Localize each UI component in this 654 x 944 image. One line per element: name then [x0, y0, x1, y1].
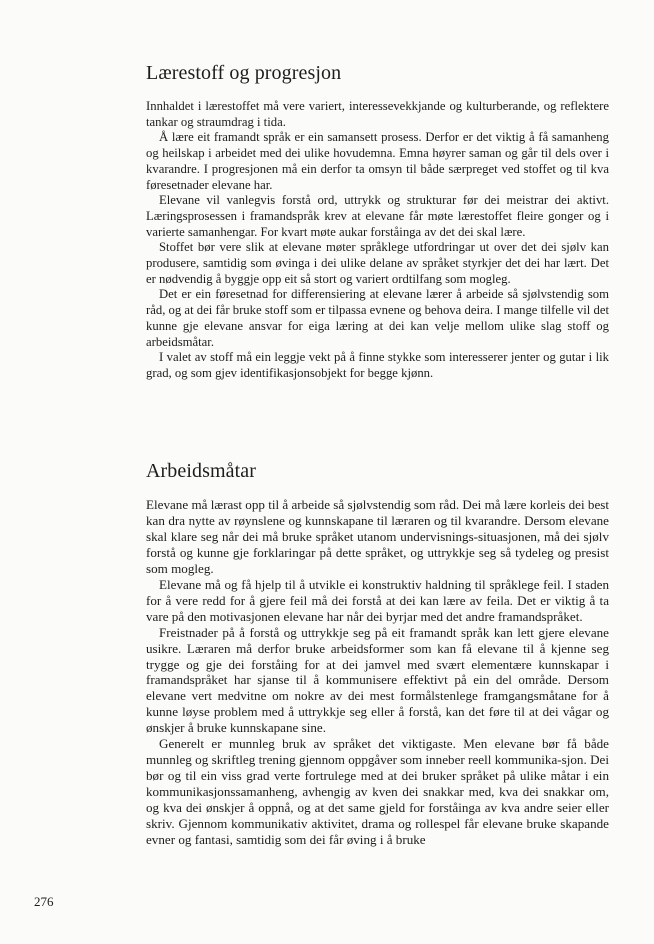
paragraph: Det er ein føresetnad for differensiering at elevane lærer å arbeide så sjølvstendig som råd, og at dei får bruke stoff som er tilpassa evnene og behova deira. I mange tilfelle vil det kunne gje elevane ansvar for eiga læring at dei kan velje mellom ulike slag stoff og arbeidsmåtar.: [146, 287, 609, 349]
paragraph: Innhaldet i lærestoffet må vere variert, interessevekkjande og kulturberande, og reflektere tankar og straumdrag i tida.: [146, 99, 609, 129]
paragraph: Stoffet bør vere slik at elevane møter språklege utfordringar ut over det dei sjølv kan produsere, samtidig som øvinga i dei ulike delane av språket styrkjer det dei har lært. Det er nødvendig å byggje opp eit så stort og variert ordtilfang som mogleg.: [146, 240, 609, 286]
page-number: 276: [34, 894, 54, 909]
paragraph: Elevane vil vanlegvis forstå ord, uttrykk og strukturar før dei meistrar dei aktivt. Læringsprosessen i framandspråk krev at elevane får møte lærestoffet fleire gonger og i varierte samanhengar. For kvart møte aukar forståinga av det dei skal lære.: [146, 193, 609, 239]
paragraph: Generelt er munnleg bruk av språket det viktigaste. Men elevane bør få både munnleg og skriftleg trening gjennom oppgåver som inneber reell kommunika-sjon. Dei bør og til ein viss grad verte fortrulege med at dei bruker språket på ulike måtar i ein kommunikasjonssamanheng, avhengig av kven dei snakkar med, kva dei snakkar om, og kva dei ønskjer å oppnå, og at det same gjeld for forståinga av kva andre seier eller skriv. Gjennom kommunikativ aktivitet, drama og rollespel får elevane bruke skapande evner og fantasi, samtidig som dei får øving i å bruke: [146, 736, 609, 848]
section-heading-arbeidsmatar: Arbeidsmåtar: [146, 460, 257, 482]
section-heading-laerestoff: Lærestoff og progresjon: [146, 62, 342, 84]
paragraph: Elevane må og få hjelp til å utvikle ei konstruktiv haldning til språklege feil. I staden for å vere redd for å gjere feil må dei forstå at dei kan lære av feila. Det er viktig å ta vare på den motivasjonen elevane har når dei byrjar med det andre framandspråket.: [146, 576, 609, 624]
paragraph: Å lære eit framandt språk er ein samansett prosess. Derfor er det viktig å få samanheng og heilskap i arbeidet med dei ulike hovudemna. Emna høyrer saman og går til dels over i kvarandre. I progresjonen må ein derfor ta omsyn til både særpreget ved stoffet og til kva føresetnader elevane har.: [146, 130, 609, 192]
paragraph: Elevane må lærast opp til å arbeide så sjølvstendig som råd. Dei må lære korleis dei best kan dra nytte av røynslene og kunnskapane til læraren og til kvarandre. Dersom elevane skal klare seg når dei må bruke språket utanom undervisnings-situasjonen, må dei sjølv forstå og kunne gje forklaringar på dette språket, og uttrykkje seg så tydeleg og presist som mogleg.: [146, 497, 609, 576]
section-body-laerestoff: [146, 99, 609, 382]
paragraph: I valet av stoff må ein leggje vekt på å finne stykke som interesserer jenter og gutar i lik grad, og som gjev identifikasjonsobjekt for begge kjønn.: [146, 350, 609, 380]
section-body-arbeidsmatar: [146, 497, 609, 848]
paragraph: Freistnader på å forstå og uttrykkje seg på eit framandt språk kan lett gjere elevane usikre. Læraren må derfor bruke arbeidsformer som kan få elevane til å kjenne seg trygge og gje dei forståing for at dei jamvel med svært elementære kunnskapar i framandspråket har sjanse til å kommunisere effektivt på ein del område. Dersom elevane vert medvitne om nokre av dei mest formålstenlege framgangsmåtane for å kunne løyse problem med å uttrykkje seg eller å forstå, kan det føre til at dei vågar og ønskjer å bruke kunnskapane sine.: [146, 624, 609, 736]
